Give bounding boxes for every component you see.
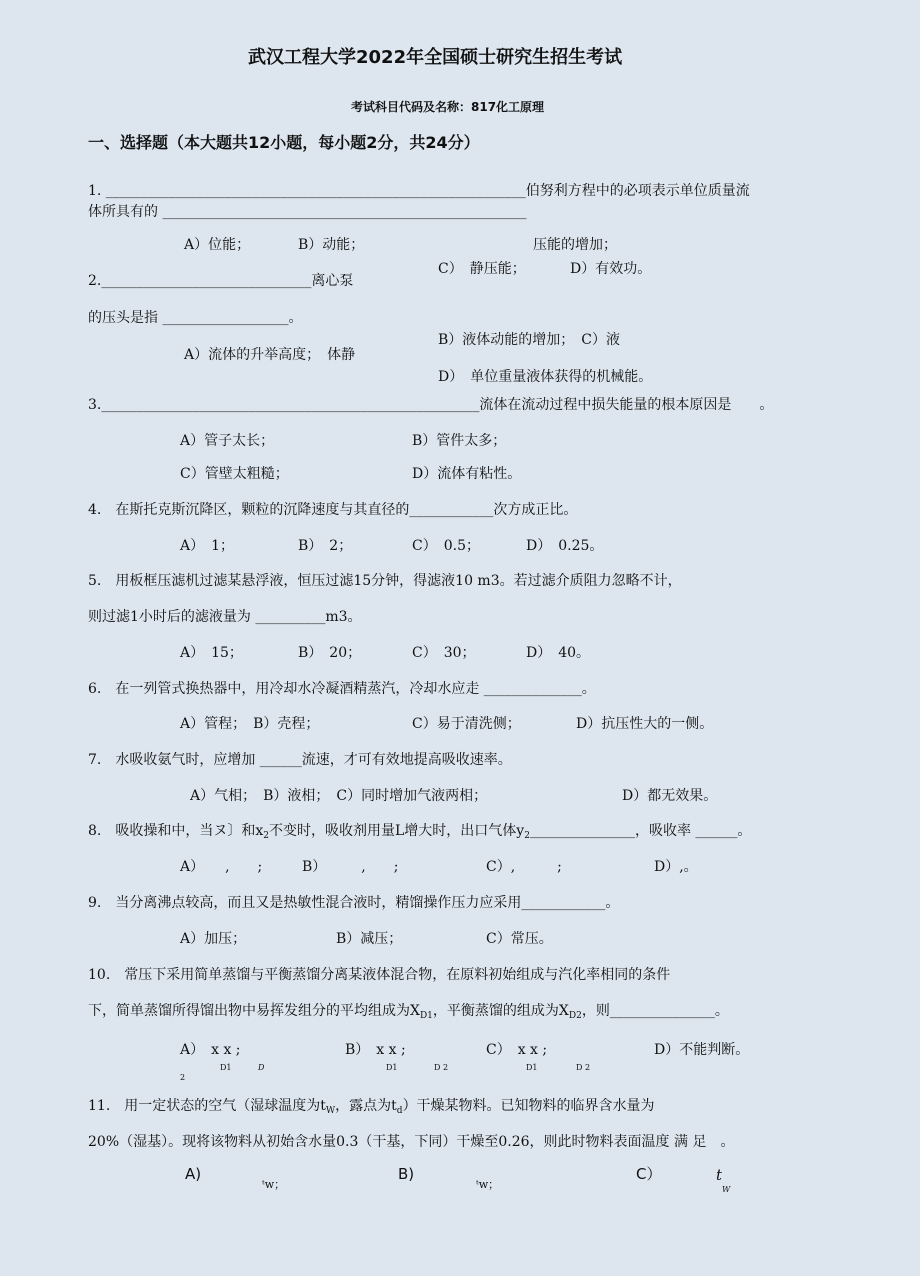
q8-text-a: 8. 吸收操和中，当ヌ〕和x (88, 823, 264, 839)
exam-title: 武汉工程大学2022年全国硕士研究生招生考试 (248, 47, 623, 68)
q5-option-b: B） 20； (298, 645, 362, 661)
q10-text-b: ，平衡蒸馏的组成为X (432, 1003, 569, 1019)
q2-option-b: B）液体动能的增加； C）液 (438, 332, 620, 348)
q3-option-c: C）管壁太粗糙； (180, 466, 289, 482)
q7-line1: 7. 水吸收氨气时，应增加 ______流速，才可有效地提高吸收速率。 (88, 752, 512, 768)
q9-option-b: B）减压； (336, 931, 403, 947)
q2-line1: 2.______________________________离心泵 (88, 273, 354, 289)
q2-line2: 的压头是指 __________________。 (88, 310, 303, 326)
q5-line1: 5. 用板框压滤机过滤某悬浮液，恒压过滤15分钟，得滤液10 m3。若过滤介质阻力忽略不计， (88, 573, 682, 589)
q10-a-sub-d1: D1 (220, 1063, 232, 1072)
q3-option-d: D）流体有粘性。 (412, 466, 522, 482)
q8-sub-2: 2 (263, 831, 269, 841)
q5-option-a: A） 15； (180, 645, 243, 661)
q5-line2: 则过滤1小时后的滤液量为 __________m3。 (88, 609, 362, 625)
q10-line2 (88, 1002, 729, 1025)
q7-option-d: D）都无效果。 (622, 788, 718, 804)
q8-text-b: 不变时，吸收剂用量L增大时，出口气体y (269, 823, 525, 839)
q10-c-sub-d1: D1 (526, 1063, 538, 1072)
q11-sub-w: W (325, 1106, 336, 1116)
q11-text-a: 11. 用一定状态的空气（湿球温度为t (88, 1098, 326, 1114)
q3-option-b: B）管件太多； (412, 433, 507, 449)
q11-option-c: C） (636, 1165, 662, 1183)
q9-line1: 9. 当分离沸点较高，而且又是热敏性混合液时，精馏操作压力应采用____________。 (88, 895, 620, 911)
q1-option-c: C） 静压能； (438, 261, 526, 277)
q8-option-c: C）, ; (486, 859, 562, 875)
q11-b-tw: ᵗw； (476, 1178, 500, 1191)
q10-line1: 10. 常压下采用简单蒸馏与平衡蒸馏分离某液体混合物，在原料初始组成与汽化率相同的条件 (88, 967, 671, 983)
q6-option-ab: A）管程； B）壳程； (180, 716, 320, 732)
q2-option-a: A）流体的升举高度； 体静 (184, 347, 356, 363)
q10-option-b: B） x x ; (345, 1042, 406, 1058)
q8-option-d: D）,。 (654, 859, 698, 875)
q6-option-c: C）易于清洗侧； (412, 716, 521, 732)
q4-option-b: B） 2； (298, 538, 353, 554)
exam-subtitle: 考试科目代码及名称：817化工原理 (351, 100, 545, 114)
q10-a-sub-d: D (258, 1063, 265, 1072)
q10-b-sub-d2: D 2 (434, 1063, 449, 1072)
q10-sub-d2: D2 (568, 1011, 582, 1021)
section-title: 一、选择题（本大题共12小题，每小题2分，共24分） (88, 133, 480, 152)
q11-option-b: B) (398, 1165, 415, 1183)
q2-option-d: D） 单位重量液体获得的机械能。 (438, 369, 653, 385)
q10-sub-d1: D1 (419, 1011, 433, 1021)
q6-line1: 6. 在一列管式换热器中，用冷却水冷凝酒精蒸汽，冷却水应走 ______________。 (88, 681, 596, 697)
q9-option-a: A）加压； (180, 931, 247, 947)
q6-option-d: D）抗压性大的一侧。 (576, 716, 714, 732)
q1-option-a: A）位能； (184, 237, 251, 253)
q4-line1: 4. 在斯托克斯沉降区，颗粒的沉降速度与其直径的____________次方成正比。 (88, 502, 578, 518)
q3-option-a: A）管子太长； (180, 433, 275, 449)
q8-line1 (88, 822, 751, 845)
q1-line1: 1. ____________________________________________________________伯努利方程中的必项表示单位质量流 (88, 183, 750, 199)
q4-option-c: C） 0.5； (412, 538, 480, 554)
q4-option-d: D） 0.25。 (526, 538, 604, 554)
q1-option-b: B）动能； (298, 237, 365, 253)
q10-text-c: ，则_______________。 (581, 1003, 729, 1019)
q1-line2: 体所具有的 ____________________________________________________ (88, 204, 527, 220)
q8-sub-y2: 2 (524, 831, 530, 841)
q3-line1: 3.______________________________________________________流体在流动过程中损失能量的根本原因是 。 (88, 397, 774, 413)
q8-option-b: B） , ; (302, 859, 399, 875)
q11-text-c: ）干燥某物料。已知物料的临界含水量为 (402, 1098, 655, 1114)
q7-option-abc: A）气相； B）液相； C）同时增加气液两相； (190, 788, 488, 804)
q10-option-d: D）不能判断。 (654, 1042, 750, 1058)
q8-option-a: A） , ; (180, 859, 263, 875)
q11-text-b: ，露点为t (335, 1098, 397, 1114)
q11-option-a: A) (185, 1165, 202, 1183)
q11-a-tw: ᵗw； (262, 1178, 286, 1191)
q2-pressure-increase: 压能的增加； (533, 237, 617, 253)
q10-option-c: C） x x ; (486, 1042, 548, 1058)
q10-c-sub-d2: D 2 (576, 1063, 591, 1072)
q8-text-c: _______________，吸收率 ______。 (529, 823, 752, 839)
q10-b-sub-d1: D1 (386, 1063, 398, 1072)
q5-option-c: C） 30； (412, 645, 476, 661)
q10-option-a: A） x x ; (180, 1042, 241, 1058)
q9-option-c: C）常压。 (486, 931, 553, 947)
q11-line2: 20%（湿基）。现将该物料从初始含水量0.3（干基，下同）干燥至0.26，则此时物料表面温度 满 足 。 (88, 1134, 735, 1150)
q4-option-a: A） 1； (180, 538, 235, 554)
q11-c-t: t (716, 1166, 723, 1184)
q5-option-d: D） 40。 (526, 645, 591, 661)
q11-sub-d: d (396, 1106, 403, 1116)
q11-line1 (88, 1097, 655, 1120)
q1-option-d: D）有效功。 (570, 261, 652, 277)
q11-c-w: W (722, 1185, 731, 1194)
q10-text-a: 下，简单蒸馏所得馏出物中易挥发组分的平均组成为X (88, 1003, 420, 1019)
q10-a-sub-2: 2 (180, 1073, 186, 1082)
